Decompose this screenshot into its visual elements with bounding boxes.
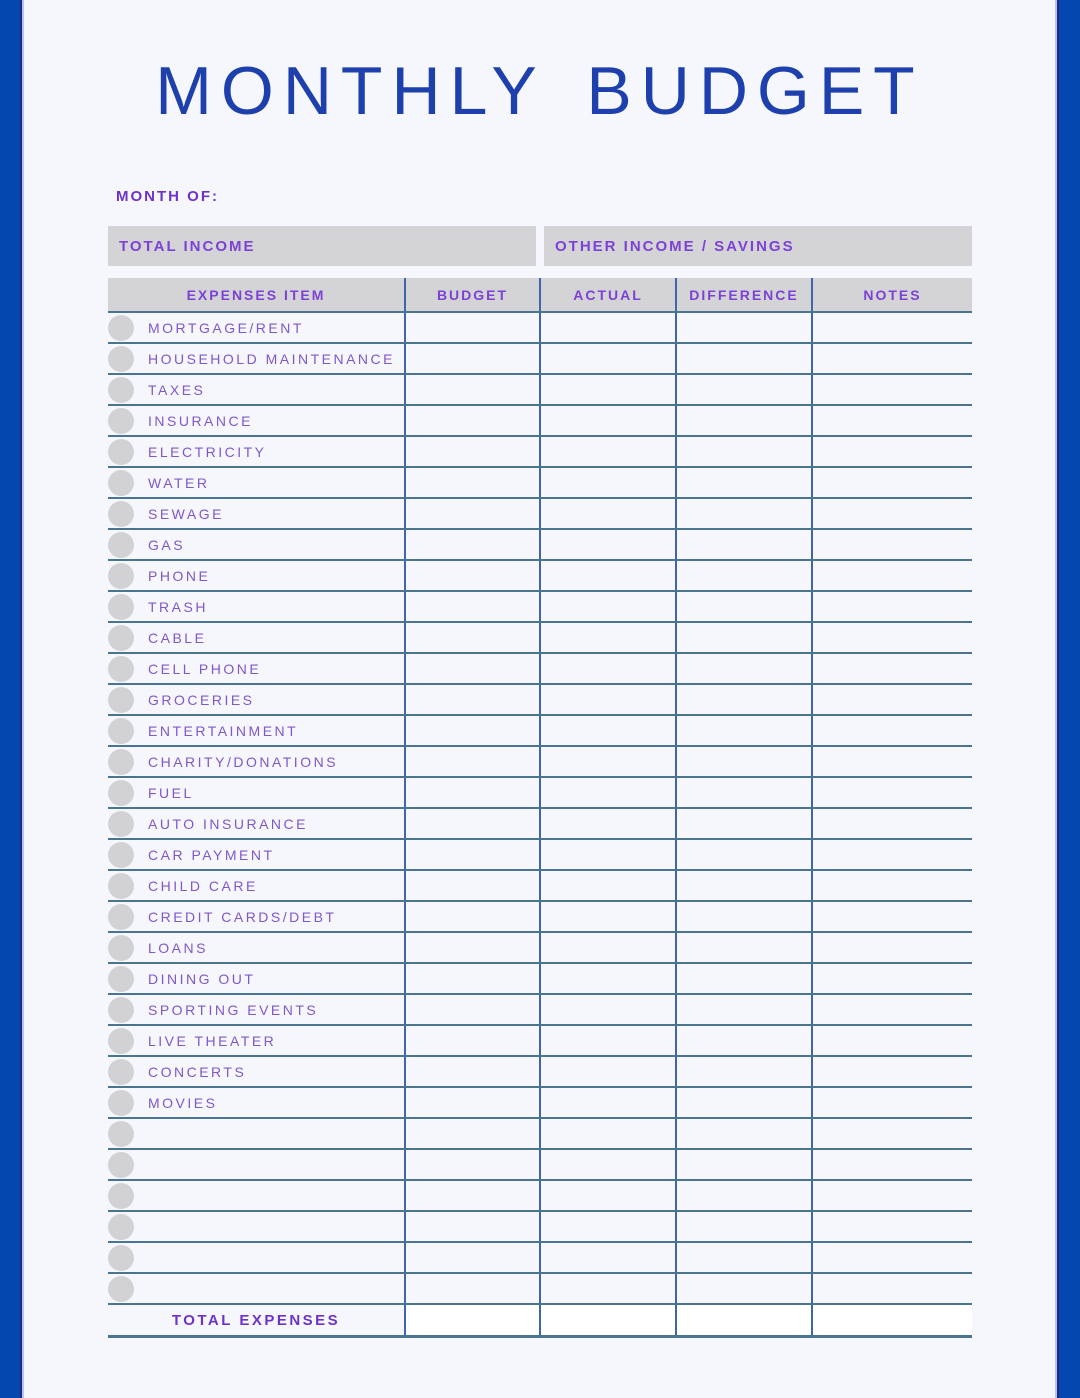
table-row [108,1150,972,1181]
difference-cell[interactable] [675,1274,811,1303]
notes-cell[interactable] [811,1181,972,1210]
difference-cell[interactable] [675,1243,811,1272]
expense-item-cell [108,716,404,745]
notes-cell[interactable] [811,468,972,497]
difference-cell[interactable] [675,685,811,714]
bullet-icon [108,811,134,837]
actual-cell[interactable] [539,840,675,869]
difference-cell[interactable] [675,1026,811,1055]
difference-cell[interactable] [675,344,811,373]
table-row [108,623,972,654]
budget-cell[interactable] [404,1119,539,1148]
expense-item-cell [108,1150,404,1179]
notes-cell[interactable] [811,1243,972,1272]
difference-cell[interactable] [675,1150,811,1179]
difference-cell[interactable] [675,530,811,559]
bullet-icon [108,1214,134,1240]
table-row [108,1243,972,1274]
expense-item-cell [108,995,404,1024]
bullet-icon [108,1152,134,1178]
notes-cell[interactable] [811,995,972,1024]
expense-item-label: CHILD CARE [148,877,258,894]
difference-cell[interactable] [675,902,811,931]
expense-item-label: CABLE [148,629,207,646]
bullet-icon [108,346,134,372]
expense-item-cell [108,406,404,435]
budget-cell[interactable] [404,1150,539,1179]
difference-cell[interactable] [675,654,811,683]
bullet-icon [108,1183,134,1209]
table-row [108,344,972,375]
expense-item-label: AUTO INSURANCE [148,815,308,832]
total-expenses-label: TOTAL EXPENSES [171,1311,341,1329]
expense-item-cell [108,902,404,931]
bullet-icon [108,1028,134,1054]
column-header-difference: DIFFERENCE [675,278,811,311]
expense-item-label: HOUSEHOLD MAINTENANCE [148,350,395,367]
actual-cell[interactable] [539,561,675,590]
budget-cell[interactable] [404,685,539,714]
budget-cell[interactable] [404,716,539,745]
notes-cell[interactable] [811,654,972,683]
difference-cell[interactable] [675,995,811,1024]
notes-cell[interactable] [811,1057,972,1086]
expense-item-label: CHARITY/DONATIONS [148,753,339,770]
expense-item-label: CAR PAYMENT [148,846,275,863]
expense-item-label: SPORTING EVENTS [148,1001,319,1018]
expense-item-label: MORTGAGE/RENT [148,319,304,336]
actual-cell[interactable] [539,437,675,466]
difference-cell[interactable] [675,1212,811,1241]
table-row [108,1181,972,1212]
expense-item-cell [108,871,404,900]
difference-cell[interactable] [675,964,811,993]
table-row [108,1026,972,1057]
expense-item-label: INSURANCE [148,412,253,429]
difference-cell[interactable] [675,871,811,900]
budget-cell[interactable] [404,778,539,807]
budget-cell[interactable] [404,375,539,404]
budget-cell[interactable] [404,1181,539,1210]
bullet-icon [108,1121,134,1147]
budget-cell[interactable] [404,1057,539,1086]
bullet-icon [108,1276,134,1302]
expense-item-label: GROCERIES [148,691,255,708]
notes-cell[interactable] [811,1026,972,1055]
table-row [108,871,972,902]
budget-cell[interactable] [404,1026,539,1055]
notes-cell[interactable] [811,499,972,528]
difference-cell[interactable] [675,406,811,435]
table-row [108,840,972,871]
expense-item-label: GAS [148,536,186,553]
expense-item-cell [108,1057,404,1086]
actual-cell[interactable] [539,1026,675,1055]
column-header-budget: BUDGET [404,278,539,311]
expense-item-label: TRASH [148,598,208,615]
column-header-notes: NOTES [811,278,972,311]
notes-cell[interactable] [811,747,972,776]
table-row [108,375,972,406]
notes-cell[interactable] [811,592,972,621]
budget-cell[interactable] [404,1274,539,1303]
table-row [108,468,972,499]
table-row [108,809,972,840]
budget-cell[interactable] [404,747,539,776]
difference-cell[interactable] [675,592,811,621]
bullet-icon [108,315,134,341]
bullet-icon [108,377,134,403]
notes-cell[interactable] [811,1119,972,1148]
bullet-icon [108,532,134,558]
difference-cell[interactable] [675,1088,811,1117]
actual-cell[interactable] [539,375,675,404]
actual-cell[interactable] [539,871,675,900]
expense-item-cell [108,964,404,993]
expense-item-label: LOANS [148,939,208,956]
notes-cell[interactable] [811,344,972,373]
actual-cell[interactable] [539,933,675,962]
expense-item-cell [108,313,404,342]
budget-cell[interactable] [404,437,539,466]
expense-item-cell [108,809,404,838]
notes-cell[interactable] [811,623,972,652]
column-header-actual: ACTUAL [539,278,675,311]
expense-item-cell [108,375,404,404]
actual-cell[interactable] [539,809,675,838]
table-row [108,1119,972,1150]
budget-cell[interactable] [404,1212,539,1241]
expense-item-label: CREDIT CARDS/DEBT [148,908,337,925]
budget-cell[interactable] [404,1088,539,1117]
difference-cell[interactable] [675,809,811,838]
bullet-icon [108,501,134,527]
expense-item-label: WATER [148,474,210,491]
difference-cell[interactable] [675,778,811,807]
actual-cell[interactable] [539,685,675,714]
table-row [108,406,972,437]
expense-item-label: DINING OUT [148,970,256,987]
notes-cell[interactable] [811,840,972,869]
actual-cell[interactable] [539,1088,675,1117]
table-row [108,778,972,809]
right-page-border [1055,0,1080,1398]
expense-item-cell [108,1212,404,1241]
expense-item-label: CELL PHONE [148,660,262,677]
total-income-field[interactable] [108,226,536,266]
actual-cell[interactable] [539,1181,675,1210]
notes-cell[interactable] [811,902,972,931]
notes-cell[interactable] [811,530,972,559]
bullet-icon [108,966,134,992]
notes-cell[interactable] [811,1212,972,1241]
budget-cell[interactable] [404,499,539,528]
bullet-icon [108,904,134,930]
notes-cell[interactable] [811,1274,972,1303]
budget-cell[interactable] [404,468,539,497]
total-notes-cell[interactable] [811,1305,972,1335]
table-row [108,964,972,995]
actual-cell[interactable] [539,716,675,745]
right-border-blue-band [1059,0,1080,1398]
budget-cell[interactable] [404,654,539,683]
expense-item-label: FUEL [148,784,194,801]
notes-cell[interactable] [811,809,972,838]
difference-cell[interactable] [675,716,811,745]
total-income-label: TOTAL INCOME [119,237,256,255]
expense-item-cell [108,685,404,714]
bullet-icon [108,1059,134,1085]
notes-cell[interactable] [811,406,972,435]
notes-cell[interactable] [811,933,972,962]
table-row [108,902,972,933]
actual-cell[interactable] [539,406,675,435]
bullet-icon [108,656,134,682]
notes-cell[interactable] [811,561,972,590]
expense-item-label: MOVIES [148,1094,218,1111]
other-income-savings-label: OTHER INCOME / SAVINGS [555,237,795,255]
bullet-icon [108,1090,134,1116]
total-budget-cell[interactable] [404,1305,539,1335]
expense-item-label: LIVE THEATER [148,1032,277,1049]
bullet-icon [108,1245,134,1271]
actual-cell[interactable] [539,964,675,993]
notes-cell[interactable] [811,437,972,466]
expense-item-cell [108,654,404,683]
actual-cell[interactable] [539,778,675,807]
expense-item-label: TAXES [148,381,206,398]
actual-cell[interactable] [539,592,675,621]
notes-cell[interactable] [811,964,972,993]
bullet-icon [108,408,134,434]
expense-item-label: ENTERTAINMENT [148,722,299,739]
difference-cell[interactable] [675,313,811,342]
notes-cell[interactable] [811,716,972,745]
actual-cell[interactable] [539,995,675,1024]
bullet-icon [108,718,134,744]
budget-cell[interactable] [404,406,539,435]
table-row [108,685,972,716]
table-row [108,1274,972,1305]
bullet-icon [108,935,134,961]
income-section [108,226,972,266]
difference-cell[interactable] [675,561,811,590]
expense-item-cell [108,1181,404,1210]
actual-cell[interactable] [539,530,675,559]
table-row [108,561,972,592]
budget-cell[interactable] [404,313,539,342]
difference-cell[interactable] [675,1119,811,1148]
month-of-label: MONTH OF: [116,188,219,205]
table-row [108,530,972,561]
page-title: MONTHLY BUDGET [155,53,924,129]
table-header-row [108,278,972,313]
table-row [108,933,972,964]
expense-table [108,278,972,1338]
budget-cell[interactable] [404,995,539,1024]
expense-item-cell [108,344,404,373]
expense-item-cell [108,530,404,559]
bullet-icon [108,439,134,465]
expense-item-cell [108,623,404,652]
expense-item-cell [108,592,404,621]
expense-item-cell [108,933,404,962]
table-row [108,592,972,623]
difference-cell[interactable] [675,933,811,962]
difference-cell[interactable] [675,623,811,652]
table-row [108,995,972,1026]
notes-cell[interactable] [811,1150,972,1179]
table-body [108,313,972,1305]
bullet-icon [108,687,134,713]
actual-cell[interactable] [539,1057,675,1086]
notes-cell[interactable] [811,778,972,807]
notes-cell[interactable] [811,1088,972,1117]
expense-item-cell [108,1119,404,1148]
notes-cell[interactable] [811,375,972,404]
difference-cell[interactable] [675,437,811,466]
difference-cell[interactable] [675,375,811,404]
budget-cell[interactable] [404,871,539,900]
budget-cell[interactable] [404,561,539,590]
budget-cell[interactable] [404,840,539,869]
table-row [108,499,972,530]
actual-cell[interactable] [539,468,675,497]
bullet-icon [108,780,134,806]
difference-cell[interactable] [675,1181,811,1210]
expense-item-label: SEWAGE [148,505,224,522]
difference-cell[interactable] [675,499,811,528]
budget-cell[interactable] [404,530,539,559]
other-income-savings-field[interactable] [544,226,972,266]
bullet-icon [108,749,134,775]
total-difference-cell[interactable] [675,1305,811,1335]
expense-item-cell [108,437,404,466]
budget-cell[interactable] [404,809,539,838]
budget-cell[interactable] [404,933,539,962]
left-page-border [0,0,24,1398]
actual-cell[interactable] [539,499,675,528]
actual-cell[interactable] [539,747,675,776]
expense-item-label: ELECTRICITY [148,443,267,460]
expense-item-cell [108,1243,404,1272]
budget-cell[interactable] [404,1243,539,1272]
bullet-icon [108,997,134,1023]
budget-cell[interactable] [404,623,539,652]
difference-cell[interactable] [675,1057,811,1086]
total-actual-cell[interactable] [539,1305,675,1335]
bullet-icon [108,873,134,899]
expense-item-label: PHONE [148,567,211,584]
left-border-highlight-line [22,0,24,1398]
budget-cell[interactable] [404,592,539,621]
expense-item-label: CONCERTS [148,1063,247,1080]
difference-cell[interactable] [675,747,811,776]
table-row [108,437,972,468]
left-border-blue-band [0,0,20,1398]
difference-cell[interactable] [675,840,811,869]
budget-cell[interactable] [404,902,539,931]
actual-cell[interactable] [539,344,675,373]
actual-cell[interactable] [539,1212,675,1241]
table-row [108,1212,972,1243]
expense-item-cell [108,561,404,590]
table-row [108,1088,972,1119]
expense-item-cell [108,1274,404,1303]
expense-item-cell [108,840,404,869]
bullet-icon [108,625,134,651]
actual-cell[interactable] [539,902,675,931]
column-header-expenses-item: EXPENSES ITEM [186,286,326,303]
notes-cell[interactable] [811,313,972,342]
total-expenses-row [108,1305,972,1338]
budget-cell[interactable] [404,344,539,373]
actual-cell[interactable] [539,1150,675,1179]
difference-cell[interactable] [675,468,811,497]
actual-cell[interactable] [539,1274,675,1303]
expense-item-cell [108,747,404,776]
table-row [108,313,972,344]
actual-cell[interactable] [539,313,675,342]
expense-item-cell [108,499,404,528]
actual-cell[interactable] [539,1119,675,1148]
bullet-icon [108,842,134,868]
budget-cell[interactable] [404,964,539,993]
actual-cell[interactable] [539,623,675,652]
expense-item-cell [108,1088,404,1117]
expense-item-cell [108,1026,404,1055]
table-row [108,654,972,685]
actual-cell[interactable] [539,654,675,683]
table-row [108,716,972,747]
notes-cell[interactable] [811,871,972,900]
expense-item-cell [108,468,404,497]
notes-cell[interactable] [811,685,972,714]
expense-item-cell [108,778,404,807]
table-row [108,1057,972,1088]
actual-cell[interactable] [539,1243,675,1272]
bullet-icon [108,594,134,620]
bullet-icon [108,563,134,589]
bullet-icon [108,470,134,496]
table-row [108,747,972,778]
